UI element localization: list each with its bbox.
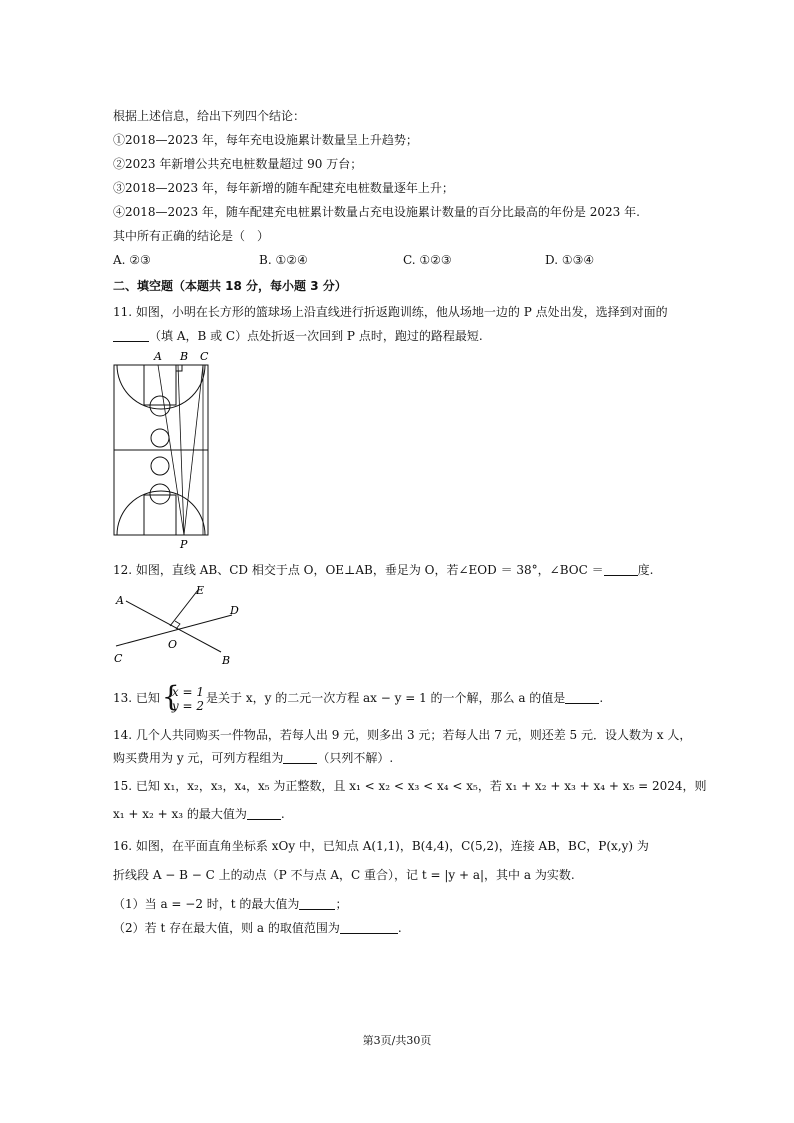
answer-options bbox=[113, 252, 594, 268]
court-label-b: B bbox=[180, 350, 189, 363]
q16-sub1-text: （1）当 a = −2 时，t 的最大值为 bbox=[113, 897, 300, 911]
conclusion-3: ③2018—2023 年，每年新增的随车配建充电桩数量逐年上升； bbox=[113, 181, 454, 195]
label-e: E bbox=[196, 584, 205, 597]
label-d: D bbox=[230, 604, 239, 617]
equation-system: { x = 1 y = 2 bbox=[161, 679, 205, 713]
label-a: A bbox=[116, 594, 124, 607]
q13-mid: 是关于 x，y 的二元一次方程 ax − y = 1 的一个解，那么 a 的值是 bbox=[206, 691, 566, 705]
option-b[interactable]: B. ①②④ bbox=[259, 253, 308, 267]
q14-blank[interactable] bbox=[283, 751, 317, 764]
court-label-c: C bbox=[200, 350, 209, 363]
q13-line bbox=[113, 679, 604, 713]
basketball-court-figure bbox=[104, 348, 224, 553]
q12-text: 12. 如图，直线 AB、CD 相交于点 O，OE⊥AB，垂足为 O，若∠EOD ＝ 38°，∠BOC ＝ bbox=[113, 563, 604, 577]
q16-sub2-text: （2）若 t 存在最大值，则 a 的取值范围为 bbox=[113, 921, 340, 935]
option-c[interactable]: C. ①②③ bbox=[403, 253, 452, 267]
label-b: B bbox=[222, 654, 231, 667]
label-o: O bbox=[168, 638, 178, 651]
section-title: 二、填空题（本题共 18 分，每小题 3 分） bbox=[113, 279, 347, 293]
q15-line2 bbox=[113, 806, 285, 822]
q15-post: . bbox=[280, 807, 285, 821]
q16-sub2 bbox=[113, 920, 402, 936]
q13-post: . bbox=[599, 691, 604, 705]
question-ask: 其中所有正确的结论是（ ） bbox=[113, 229, 270, 243]
q15-line1: 15. 已知 x₁，x₂，x₃，x₄，x₅ 为正整数，且 x₁ < x₂ < x₃ < x₄ < x₅，若 x₁ + x₂ + x₃ + x₄ + x₅ = 2024，则 bbox=[113, 779, 707, 793]
q14-line1: 14. 几个人共同购买一件物品，若每人出 9 元，则多出 3 元；若每人出 7 元，则还差 5 元．设人数为 x 人， bbox=[113, 728, 692, 742]
q14-line2-text: 购买费用为 y 元，可列方程组为 bbox=[113, 751, 284, 765]
label-c: C bbox=[114, 652, 123, 665]
conclusion-1: ①2018—2023 年，每年充电设施累计数量呈上升趋势； bbox=[113, 133, 418, 147]
intersecting-lines-figure bbox=[106, 582, 246, 668]
q15-line2-text: x₁ + x₂ + x₃ 的最大值为 bbox=[113, 807, 247, 821]
option-d[interactable]: D. ①③④ bbox=[545, 253, 595, 267]
q13-pre: 13. 已知 bbox=[113, 691, 160, 705]
court-label-a: A bbox=[154, 350, 162, 363]
q11-blank[interactable] bbox=[113, 329, 149, 342]
q11-line2 bbox=[113, 328, 483, 344]
conclusion-4: ④2018—2023 年，随车配建充电桩累计数量占充电设施累计数量的百分比最高的年份是 2023 年. bbox=[113, 205, 640, 219]
q11-line2-text: （填 A，B 或 C）点处折返一次回到 P 点时，跑过的路程最短. bbox=[149, 329, 483, 343]
q13-blank[interactable] bbox=[565, 691, 599, 704]
q16-blank-2[interactable] bbox=[340, 921, 398, 934]
q16-blank-1[interactable] bbox=[299, 897, 335, 910]
court-label-p: P bbox=[180, 538, 188, 551]
q16-sub1-post: ； bbox=[335, 897, 348, 911]
intro-lead: 根据上述信息，给出下列四个结论： bbox=[113, 109, 306, 123]
option-a[interactable]: A. ②③ bbox=[113, 253, 151, 267]
q12-post: 度. bbox=[637, 563, 654, 577]
eq-y: y = 2 bbox=[171, 698, 205, 713]
eq-x: x = 1 bbox=[171, 684, 204, 699]
q14-post: （只列不解）. bbox=[317, 751, 394, 765]
page-footer: 第3页/共30页 bbox=[362, 1034, 432, 1047]
q16-line1: 16. 如图，在平面直角坐标系 xOy 中，已知点 A(1,1)，B(4,4)，C(5,2)，连接 AB，BC，P(x,y) 为 bbox=[113, 839, 649, 853]
q15-blank[interactable] bbox=[247, 807, 281, 820]
q16-sub1 bbox=[113, 896, 347, 912]
q16-sub2-post: . bbox=[397, 921, 402, 935]
q16-line2: 折线段 A − B − C 上的动点（P 不与点 A，C 重合），记 t = |y + a|，其中 a 为实数. bbox=[113, 868, 575, 882]
q11-line1: 11. 如图，小明在长方形的篮球场上沿直线进行折返跑训练，他从场地一边的 P 点处出发，选择到对面的 bbox=[113, 305, 668, 319]
q12-line bbox=[113, 562, 653, 578]
conclusion-2: ②2023 年新增公共充电桩数量超过 90 万台； bbox=[113, 157, 363, 171]
q14-line2 bbox=[113, 750, 393, 766]
q12-blank[interactable] bbox=[604, 563, 638, 576]
